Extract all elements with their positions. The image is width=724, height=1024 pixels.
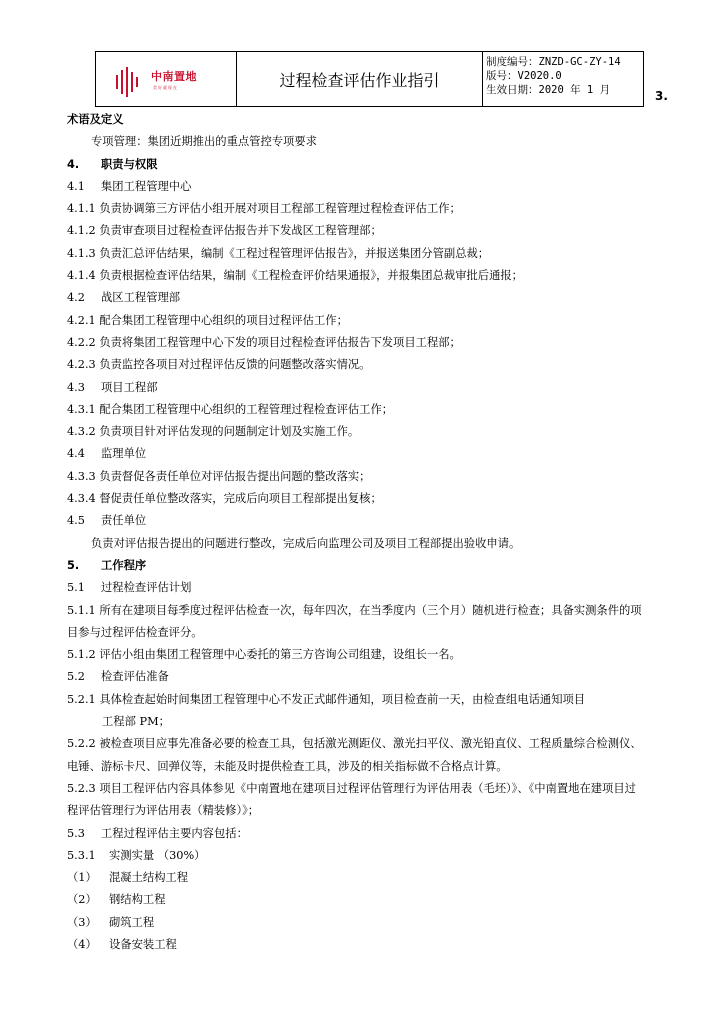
- section-number: 4.2: [67, 291, 85, 305]
- list-number: （4）: [67, 937, 97, 951]
- list-number: （1）: [67, 871, 97, 885]
- section-title: 集团工程管理中心: [101, 179, 192, 193]
- document-body: [67, 109, 647, 956]
- document-meta: [483, 52, 643, 106]
- section-marker: 3.: [655, 89, 668, 103]
- section-5-3-1-heading: [67, 845, 647, 867]
- section-title: 工作程序: [101, 558, 147, 572]
- list-item: [67, 867, 647, 889]
- section-5-2-heading: [67, 666, 647, 688]
- section-number: 5.3: [67, 826, 85, 840]
- section-title: 责任单位: [101, 514, 147, 528]
- list-item: [67, 889, 647, 911]
- paragraph: 4.1.4 负责根据检查评估结果，编制《工程检查评价结果通报》，并报集团总裁审批后通报；: [67, 269, 523, 283]
- document-header: [95, 51, 644, 107]
- section-5-heading: [67, 555, 647, 577]
- paragraph: 4.3.1 配合集团工程管理中心组织的工程管理过程检查评估工作；: [67, 402, 394, 416]
- section-number: 4.4: [67, 447, 85, 461]
- list-item: [67, 934, 647, 956]
- section-4-3-heading: [67, 377, 647, 399]
- company-name: 中南置地: [151, 70, 197, 83]
- document-title: 过程检查评估作业指引: [237, 52, 483, 106]
- paragraph: 5.1.1 所有在建项目每季度过程评估检查一次，每年四次，在当季度内（三个月）随机进行检查；具备实测条件的项目参与过程评估检查评分。: [67, 603, 642, 639]
- paragraph: 5.2.1 具体检查起始时间集团工程管理中心不发正式邮件通知，项目检查前一天，由检查组电话通知项目: [67, 692, 586, 706]
- paragraph: 4.2.2 负责将集团工程管理中心下发的项目过程检查评估报告下发项目工程部；: [67, 335, 461, 349]
- section-4-2-heading: [67, 287, 647, 309]
- paragraph: 4.2.1 配合集团工程管理中心组织的项目过程评估工作；: [67, 313, 348, 327]
- section-number: 4.1: [67, 179, 85, 193]
- section-4-heading: [67, 154, 647, 176]
- section-title: 检查评估准备: [101, 670, 169, 684]
- section-number: 4.5: [67, 514, 85, 528]
- paragraph: 负责对评估报告提出的问题进行整改，完成后向监理公司及项目工程部提出验收申请。: [91, 536, 521, 550]
- section-title: 监理单位: [101, 447, 147, 461]
- list-text: 设备安装工程: [109, 937, 177, 951]
- section-5-1-heading: [67, 577, 647, 599]
- paragraph: 4.1.3 负责汇总评估结果，编制《工程过程管理评估报告》，并报送集团分管副总裁；: [67, 246, 490, 260]
- paragraph: 4.2.3 负责监控各项目对过程评估反馈的问题整改落实情况。: [67, 358, 371, 372]
- paragraph: 5.2.2 被检查项目应事先准备必要的检查工具，包括激光测距仪、激光扫平仪、激光铅直仪、工程质量综合检测仪、电锤、游标卡尺、回弹仪等，未能及时提供检查工具，涉及的相关指标做不合格点计算。: [67, 737, 642, 773]
- section-title: 过程检查评估计划: [101, 581, 192, 595]
- section-4-4-heading: [67, 443, 647, 465]
- list-number: （3）: [67, 915, 97, 929]
- list-text: 钢结构工程: [109, 893, 166, 907]
- paragraph: 5.1.2 评估小组由集团工程管理中心委托的第三方咨询公司组建，设组长一名。: [67, 648, 461, 662]
- section-number: 5.2: [67, 670, 85, 684]
- document-version: 版号：V2020.0: [486, 70, 562, 82]
- paragraph: 4.1.1 负责协调第三方评估小组开展对项目工程部工程管理过程检查评估工作；: [67, 202, 461, 216]
- list-text: 砌筑工程: [109, 915, 155, 929]
- section-title: 实测实量 （30%）: [109, 848, 206, 862]
- list-text: 混凝土结构工程: [109, 871, 189, 885]
- paragraph: 工程部 PM；: [102, 715, 170, 729]
- section-5-3-heading: [67, 823, 647, 845]
- section-number: 5.3.1: [67, 848, 96, 862]
- terms-definition: 专项管理：集团近期推出的重点管控专项要求: [91, 135, 317, 149]
- section-title: 项目工程部: [101, 380, 158, 394]
- section-number: 5.1: [67, 581, 85, 595]
- section-title: 职责与权限: [101, 157, 158, 171]
- section-title: 工程过程评估主要内容包括：: [101, 826, 248, 840]
- section-number: 5.: [67, 558, 80, 572]
- list-item: [67, 912, 647, 934]
- paragraph: 4.3.3 负责督促各责任单位对评估报告提出问题的整改落实；: [67, 469, 371, 483]
- paragraph: 4.3.2 负责项目针对评估发现的问题制定计划及实施工作。: [67, 425, 360, 439]
- section-title: 战区工程管理部: [101, 291, 181, 305]
- company-logo: [96, 52, 237, 106]
- effective-date: 生效日期：2020 年 1 月: [486, 84, 611, 96]
- paragraph: 4.1.2 负责审查项目过程检查评估报告并下发战区工程管理部；: [67, 224, 382, 238]
- logo-bars-icon: [114, 67, 146, 97]
- terms-heading: 术语及定义: [67, 113, 124, 126]
- section-number: 4.: [67, 157, 80, 171]
- paragraph: 4.3.4 督促责任单位整改落实，完成后向项目工程部提出复核；: [67, 492, 382, 506]
- section-4-1-heading: [67, 176, 647, 198]
- company-slogan: 美好就现在: [153, 85, 178, 90]
- section-4-5-heading: [67, 510, 647, 532]
- list-number: （2）: [67, 893, 97, 907]
- document-code: 制度编号：ZNZD-GC-ZY-14: [486, 56, 621, 68]
- paragraph: 5.2.3 项目工程评估内容具体参见《中南置地在建项目过程评估管理行为评估用表（毛坯）》、《中南置地在建项目过程评估管理行为评估用表（精装修）》；: [67, 781, 636, 818]
- section-number: 4.3: [67, 380, 85, 394]
